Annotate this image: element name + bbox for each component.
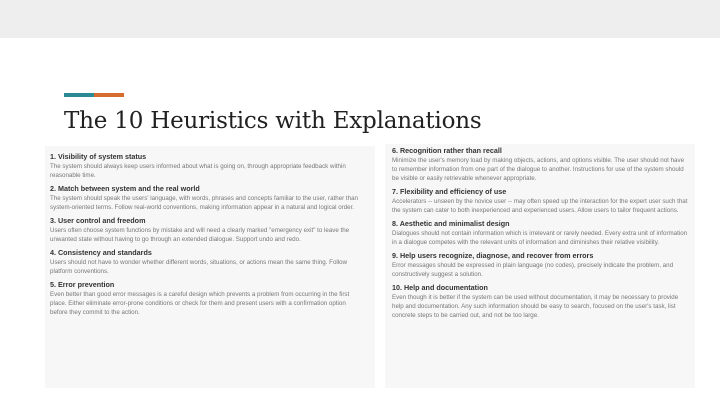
heuristic-heading: 10. Help and documentation: [392, 283, 488, 292]
heuristic-heading: 5. Error prevention: [50, 280, 115, 289]
heuristic-heading: 2. Match between system and the real world: [50, 184, 200, 193]
heuristic-item-10: [392, 283, 688, 320]
slide-title: The 10 Heuristics with Explanations: [64, 108, 482, 134]
heuristic-item-4: [50, 248, 362, 276]
heuristic-heading: 4. Consistency and standards: [50, 248, 152, 257]
heuristic-item-2: [50, 184, 362, 212]
heuristic-heading: 8. Aesthetic and minimalist design: [392, 219, 510, 228]
heuristic-text: Users should not have to wonder whether different words, situations, or actions mean the same thing. Follow platform conventions.: [50, 259, 348, 275]
heuristic-heading: 6. Recognition rather than recall: [392, 146, 502, 155]
title-accent-teal: [64, 93, 94, 97]
heuristic-item-5: [50, 280, 362, 317]
heuristic-text: Error messages should be expressed in plain language (no codes), precisely indicate the problem, and constructively suggest a solution.: [392, 262, 674, 278]
heuristic-text: Dialogues should not contain information which is irrelevant or rarely needed. Every extra unit of information in a dialogue competes with the relevant units of information and diminishes their relative visibility.: [392, 230, 688, 246]
heuristic-item-1: [50, 152, 362, 180]
heuristic-item-3: [50, 216, 362, 244]
heuristic-text: The system should always keep users informed about what is going on, through appropriate feedback within reasonable time.: [50, 163, 346, 179]
heuristic-text: The system should speak the users' language, with words, phrases and concepts familiar to the user, rather than system-oriented terms. Follow real-world conventions, making information appear in a natural and logical order.: [50, 195, 358, 211]
heuristic-item-6: [392, 146, 688, 183]
heuristic-text: Even better than good error messages is a careful design which prevents a problem from occurring in the first place. Either eliminate error-prone conditions or check for them and present users with a confirmation option before they commit to the action.: [50, 291, 350, 316]
heuristic-heading: 1. Visibility of system status: [50, 152, 147, 161]
heuristic-heading: 9. Help users recognize, diagnose, and recover from errors: [392, 251, 594, 260]
top-bar: [0, 0, 720, 38]
heuristic-item-7: [392, 187, 688, 215]
heuristics-right-column: [392, 146, 688, 324]
heuristic-heading: 7. Flexibility and efficiency of use: [392, 187, 507, 196]
heuristic-text: Users often choose system functions by mistake and will need a clearly marked "emergency exit" to leave the unwanted state without having to go through an extended dialogue. Support undo and redo.: [50, 227, 350, 243]
heuristic-text: Even though it is better if the system can be used without documentation, it may be necessary to provide help and documentation. Any such information should be easy to search, focused on the user's task, list concrete steps to be carried out, and not be too large.: [392, 294, 679, 319]
heuristic-item-9: [392, 251, 688, 279]
heuristics-left-column: [50, 152, 362, 321]
heuristic-text: Minimize the user's memory load by making objects, actions, and options visible. The user should not have to remember information from one part of the dialogue to another. Instructions for use of the system should be visible or easily retrievable whenever appropriate.: [392, 157, 685, 182]
title-accent-orange: [94, 93, 124, 97]
heuristic-heading: 3. User control and freedom: [50, 216, 146, 225]
heuristic-text: Accelerators -- unseen by the novice user -- may often speed up the interaction for the expert user such that the system can cater to both inexperienced and experienced users. Allow users to tailor frequent actions.: [392, 198, 688, 214]
heuristic-item-8: [392, 219, 688, 247]
